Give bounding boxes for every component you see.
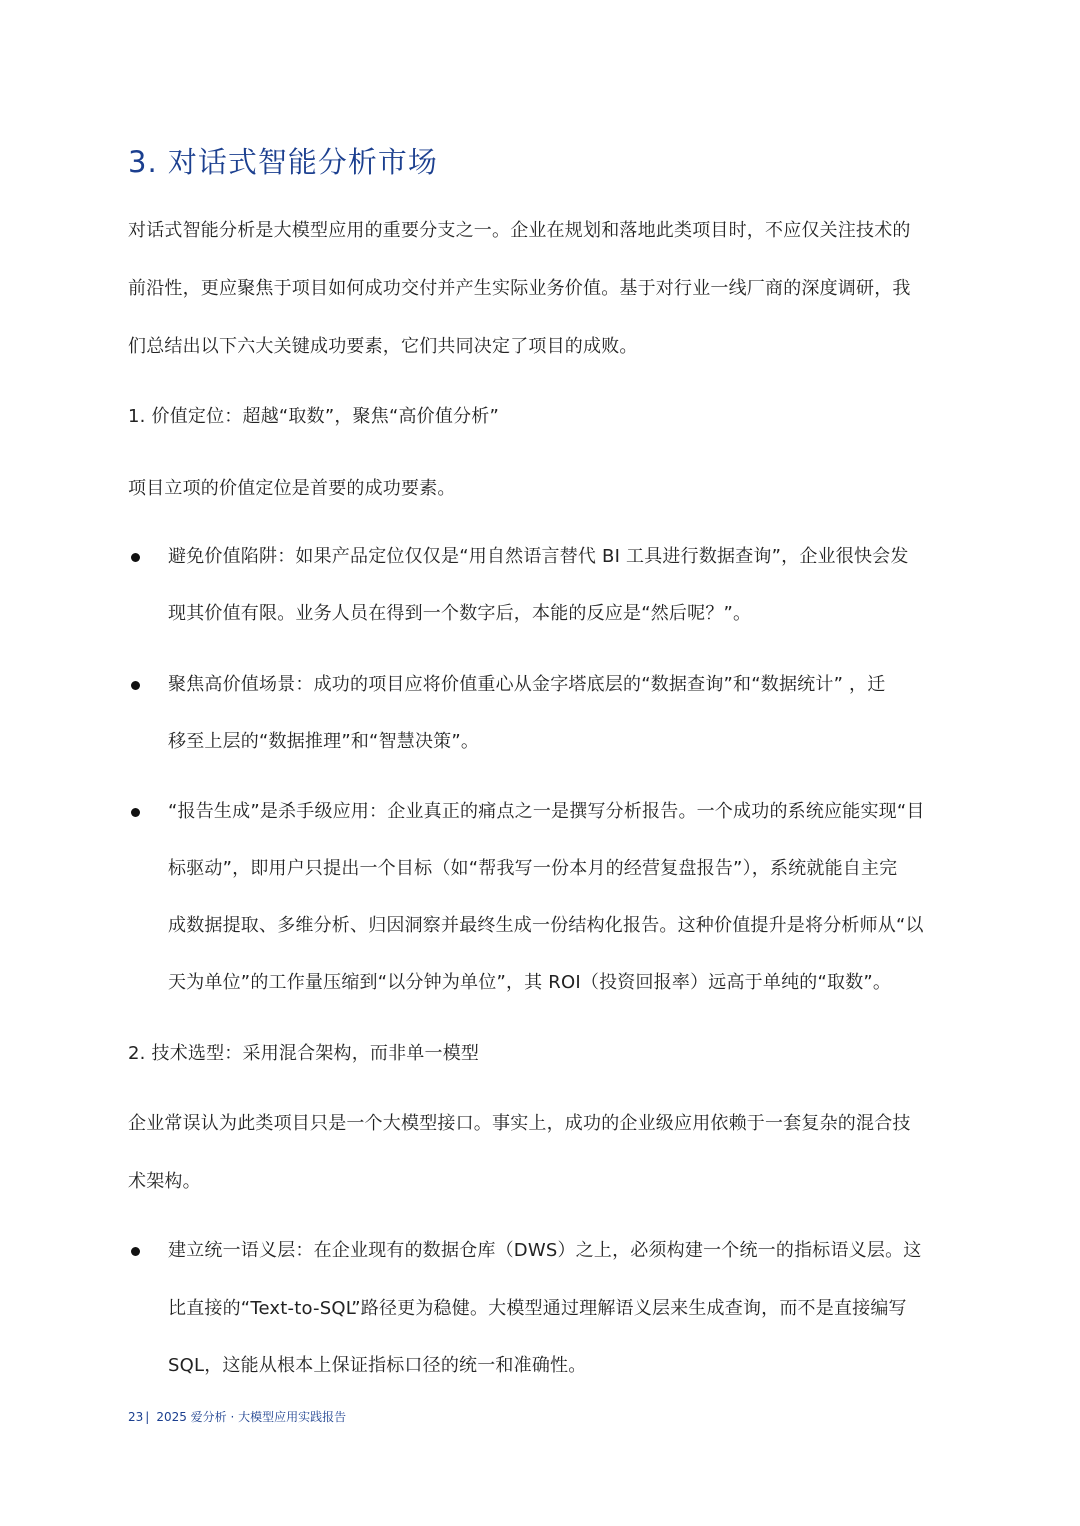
bullet-3-line-4: 天为单位”的工作量压缩到“以分钟为单位”，其 ROI（投资回报率）远高于单纯的“取数”。 (168, 972, 892, 993)
footer-separator: | (145, 1410, 150, 1424)
bullet-4-line-2: 比直接的“Text-to-SQL”路径更为稳健。大模型通过理解语义层来生成查询，而不是直接编写 (168, 1298, 907, 1319)
bullet-4-line-3: SQL，这能从根本上保证指标口径的统一和准确性。 (168, 1355, 587, 1376)
section-title: 3. 对话式智能分析市场 (128, 145, 438, 179)
subsection-heading-2: 2. 技术选型：采用混合架构，而非单一模型 (128, 1043, 480, 1064)
bullet-3-line-1: “报告生成”是杀手级应用：企业真正的痛点之一是撰写分析报告。一个成功的系统应能实现“目 (168, 801, 925, 822)
bullet-1-line-2: 现其价值有限。业务人员在得到一个数字后，本能的反应是“然后呢？”。 (168, 603, 752, 624)
intro-line-1: 对话式智能分析是大模型应用的重要分支之一。企业在规划和落地此类项目时，不应仅关注技术的 (128, 220, 911, 241)
bullet-2-line-1: 聚焦高价值场景：成功的项目应将价值重心从金字塔底层的“数据查询”和“数据统计” ，迁 (168, 674, 886, 695)
bullet-icon (131, 808, 140, 817)
subsection-intro-2-line-1: 企业常误认为此类项目只是一个大模型接口。事实上，成功的企业级应用依赖于一套复杂的混合技 (128, 1113, 911, 1134)
subsection-heading-1: 1. 价值定位：超越“取数”，聚焦“高价值分析” (128, 406, 499, 427)
bullet-icon (131, 553, 140, 562)
bullet-3-line-3: 成数据提取、多维分析、归因洞察并最终生成一份结构化报告。这种价值提升是将分析师从“以 (168, 915, 924, 936)
bullet-icon (131, 681, 140, 690)
subsection-intro-2-line-2: 术架构。 (128, 1171, 201, 1192)
bullet-4-line-1: 建立统一语义层：在企业现有的数据仓库（DWS）之上，必须构建一个统一的指标语义层。这 (168, 1240, 922, 1261)
page-footer (128, 1408, 346, 1425)
subsection-intro-1: 项目立项的价值定位是首要的成功要素。 (128, 478, 456, 499)
bullet-icon (131, 1247, 140, 1256)
intro-line-3: 们总结出以下六大关键成功要素，它们共同决定了项目的成败。 (128, 336, 638, 357)
page-number: 23 (128, 1410, 144, 1424)
bullet-3-line-2: 标驱动”，即用户只提出一个目标（如“帮我写一份本月的经营复盘报告”），系统就能自主完 (168, 858, 898, 879)
bullet-2-line-2: 移至上层的“数据推理”和“智慧决策”。 (168, 731, 480, 752)
bullet-1-line-1: 避免价值陷阱：如果产品定位仅仅是“用自然语言替代 BI 工具进行数据查询”，企业很快会发 (168, 546, 909, 567)
intro-line-2: 前沿性，更应聚焦于项目如何成功交付并产生实际业务价值。基于对行业一线厂商的深度调研，我 (128, 278, 911, 299)
report-title: 2025 爱分析 · 大模型应用实践报告 (156, 1410, 347, 1424)
